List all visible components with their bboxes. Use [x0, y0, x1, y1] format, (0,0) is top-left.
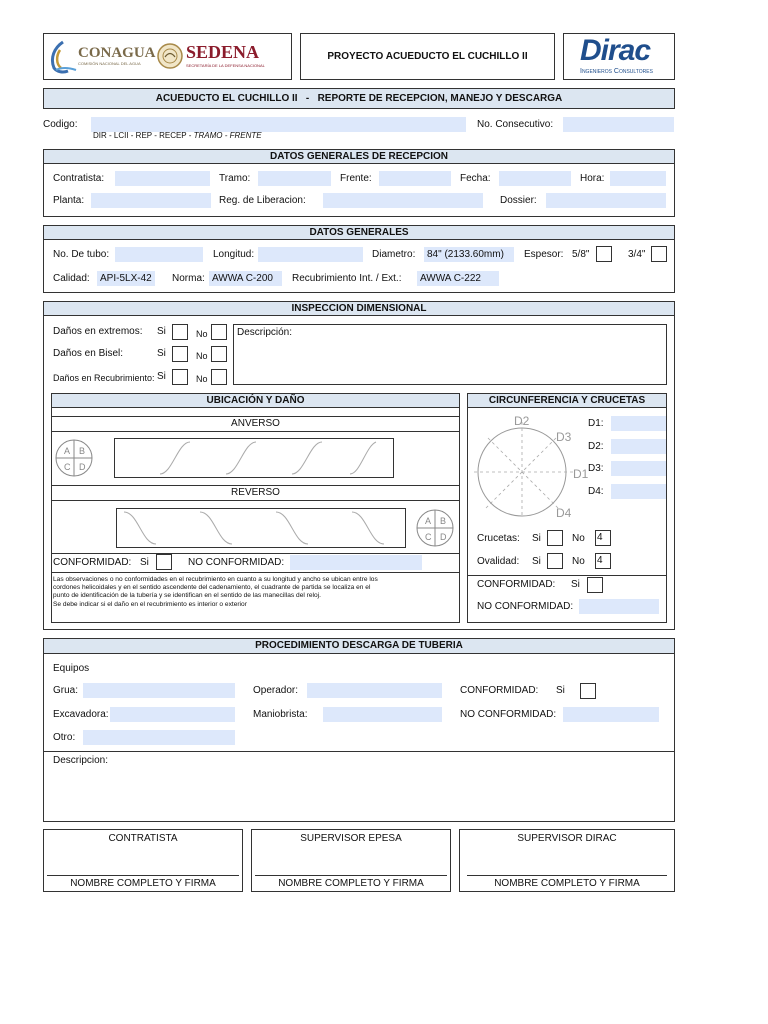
- reverso-quad-b: B: [440, 516, 447, 526]
- circunferencia-no-conformidad-label: NO CONFORMIDAD:: [477, 601, 574, 612]
- espesor-option-5-8: 5/8": [572, 249, 590, 260]
- firma-epesa-line: [255, 875, 447, 876]
- consecutivo-field[interactable]: [563, 117, 674, 132]
- longitud-label: Longitud:: [213, 249, 255, 260]
- calidad-field[interactable]: API-5LX-42: [97, 271, 155, 286]
- firma-contratista-signature-area[interactable]: [47, 848, 239, 874]
- planta-label: Planta:: [53, 195, 85, 206]
- descarga-divider: [43, 751, 675, 752]
- conagua-subtitle: COMISIÓN NACIONAL DEL AGUA: [78, 61, 141, 66]
- ovalidad-label: Ovalidad:: [477, 556, 520, 567]
- reverso-label: REVERSO: [51, 485, 460, 501]
- conagua-logo-icon: [48, 40, 78, 74]
- operador-field[interactable]: [307, 683, 442, 698]
- sedena-name: SEDENA: [186, 42, 260, 62]
- project-title-box: [300, 33, 555, 80]
- d1-label: D1:: [588, 418, 604, 429]
- equipos-label: Equipos: [53, 663, 90, 674]
- reverso-quadrant-icon: [414, 508, 456, 548]
- danos-bisel-no-label: No: [196, 351, 208, 361]
- anverso-pipe-diagram: [114, 438, 394, 478]
- ovalidad-si-checkbox[interactable]: [547, 553, 563, 569]
- espesor-3-4-checkbox[interactable]: [651, 246, 667, 262]
- diagram-d3: D3: [556, 430, 572, 444]
- planta-field[interactable]: [91, 193, 211, 208]
- d3-label: D3:: [588, 463, 604, 474]
- firma-contratista-caption: NOMBRE COMPLETO Y FIRMA: [70, 878, 216, 889]
- dirac-logo: Dirac: [580, 34, 651, 67]
- danos-extremos-no-label: No: [196, 329, 208, 339]
- frente-field[interactable]: [379, 171, 451, 186]
- otro-field[interactable]: [83, 730, 235, 745]
- hora-field[interactable]: [610, 171, 666, 186]
- ubicacion-no-conformidad-label: NO CONFORMIDAD:: [188, 557, 285, 568]
- firma-epesa-title: SUPERVISOR EPESA: [300, 833, 402, 844]
- longitud-field[interactable]: [258, 247, 363, 262]
- danos-recubrimiento-si-checkbox[interactable]: [172, 369, 188, 385]
- ovalidad-no-checkbox[interactable]: 4: [595, 553, 611, 569]
- reverso-quad-a: A: [425, 516, 432, 526]
- ovalidad-si-label: Si: [532, 556, 541, 567]
- danos-bisel-si-label: Si: [157, 348, 166, 359]
- ubicacion-note-divider: [51, 572, 460, 573]
- ubicacion-note: [53, 576, 458, 609]
- diametro-label: Diametro:: [372, 249, 416, 260]
- firma-epesa-signature-area[interactable]: [255, 848, 447, 874]
- norma-label: Norma:: [172, 273, 205, 284]
- diametro-field[interactable]: 84" (2133.60mm): [424, 247, 514, 262]
- reverso-pipe-diagram: [116, 508, 406, 548]
- project-title: PROYECTO ACUEDUCTO EL CUCHILLO II: [327, 51, 528, 62]
- firma-dirac-line: [467, 875, 667, 876]
- firma-epesa-box: [251, 829, 451, 892]
- espesor-label: Espesor:: [524, 249, 564, 260]
- crucetas-si-checkbox[interactable]: [547, 530, 563, 546]
- dirac-subtitle: Ingenieros Consultores: [580, 68, 653, 75]
- anverso-quadrant-icon: [53, 438, 95, 478]
- grua-label: Grua:: [53, 685, 79, 696]
- circunferencia-conformidad-label: CONFORMIDAD:: [477, 579, 556, 590]
- note-line-1: Las observaciones o no conformidades en el recubrimiento en cuanto a su longitud y ancho se ubican entre los: [53, 576, 378, 583]
- no-tubo-field[interactable]: [115, 247, 203, 262]
- firma-dirac-title: SUPERVISOR DIRAC: [517, 833, 617, 844]
- descarga-no-conformidad-field[interactable]: [563, 707, 659, 722]
- ubicacion-no-conformidad-field[interactable]: [290, 555, 422, 570]
- firma-contratista-title: CONTRATISTA: [108, 833, 178, 844]
- ubicacion-conformidad-si-label: Si: [140, 557, 149, 568]
- firma-dirac-caption: NOMBRE COMPLETO Y FIRMA: [494, 878, 640, 889]
- ubicacion-conformidad-label: CONFORMIDAD:: [53, 557, 132, 568]
- codigo-label: Codigo:: [43, 119, 78, 130]
- reg-liberacion-label: Reg. de Liberacion:: [219, 195, 306, 206]
- espesor-5-8-checkbox[interactable]: [596, 246, 612, 262]
- operador-label: Operador:: [253, 685, 299, 696]
- reverso-quad-d: D: [440, 532, 447, 542]
- circunferencia-title: CIRCUNFERENCIA Y CRUCETAS: [467, 393, 667, 408]
- no-tubo-label: No. De tubo:: [53, 249, 110, 260]
- anverso-quad-d: D: [79, 462, 86, 472]
- descarga-no-conformidad-label: NO CONFORMIDAD:: [460, 709, 557, 720]
- sedena-subtitle: SECRETARÍA DE LA DEFENSA NACIONAL: [186, 63, 265, 68]
- firma-dirac-signature-area[interactable]: [467, 848, 667, 874]
- d2-field[interactable]: [611, 439, 666, 454]
- d3-field[interactable]: [611, 461, 666, 476]
- d4-label: D4:: [588, 486, 604, 497]
- anverso-quad-a: A: [64, 446, 71, 456]
- reverso-quad-c: C: [425, 532, 432, 542]
- codigo-field[interactable]: [91, 117, 466, 132]
- maniobrista-label: Maniobrista:: [253, 709, 308, 720]
- tramo-field[interactable]: [258, 171, 331, 186]
- generales-title: DATOS GENERALES: [43, 225, 675, 240]
- conagua-name: CONAGUA: [78, 45, 156, 61]
- espesor-option-3-4: 3/4": [628, 249, 646, 260]
- crucetas-no-checkbox[interactable]: 4: [595, 530, 611, 546]
- codigo-format-italic: TRAMO - FRENTE: [193, 131, 262, 140]
- d1-field[interactable]: [611, 416, 666, 431]
- crucetas-si-label: Si: [532, 533, 541, 544]
- circunferencia-no-conformidad-field[interactable]: [579, 599, 659, 614]
- crucetas-no-label: No: [572, 533, 585, 544]
- excavadora-label: Excavadora:: [53, 709, 109, 720]
- logo-box-left: [43, 33, 292, 80]
- inspeccion-title: INSPECCION DIMENSIONAL: [43, 301, 675, 316]
- descarga-conformidad-si-checkbox[interactable]: [580, 683, 596, 699]
- reg-liberacion-field[interactable]: [323, 193, 483, 208]
- norma-field[interactable]: AWWA C-200: [209, 271, 282, 286]
- descarga-title: PROCEDIMIENTO DESCARGA DE TUBERIA: [43, 638, 675, 654]
- anverso-label: ANVERSO: [51, 416, 460, 432]
- danos-recubrimiento-no-label: No: [196, 374, 208, 384]
- firma-contratista-line: [47, 875, 239, 876]
- danos-recubrimiento-no-checkbox[interactable]: [211, 369, 227, 385]
- grua-field[interactable]: [83, 683, 235, 698]
- dossier-field[interactable]: [546, 193, 666, 208]
- danos-extremos-no-checkbox[interactable]: [211, 324, 227, 340]
- contratista-field[interactable]: [115, 171, 210, 186]
- d4-field[interactable]: [611, 484, 666, 499]
- danos-bisel-si-checkbox[interactable]: [172, 346, 188, 362]
- anverso-quad-c: C: [64, 462, 71, 472]
- otro-label: Otro:: [53, 732, 76, 743]
- circunferencia-conformidad-si-label: Si: [571, 579, 580, 590]
- excavadora-field[interactable]: [110, 707, 235, 722]
- danos-recubrimiento-si-label: Si: [157, 371, 166, 382]
- note-line-2: cordones helicoidales y en el sentido ascendente del cadenamiento, el cuadrante de partida se localiza en el: [53, 584, 371, 592]
- recubrimiento-field[interactable]: AWWA C-222: [417, 271, 499, 286]
- dossier-label: Dossier:: [500, 195, 537, 206]
- danos-extremos-si-label: Si: [157, 326, 166, 337]
- danos-recubrimiento-label: Daños en Recubrimiento:: [53, 373, 155, 383]
- firma-epesa-caption: NOMBRE COMPLETO Y FIRMA: [278, 878, 424, 889]
- circunferencia-diagram: [470, 412, 590, 520]
- descarga-descripcion-area[interactable]: [44, 768, 674, 821]
- ubicacion-conformidad-si-checkbox[interactable]: [156, 554, 172, 570]
- danos-extremos-label: Daños en extremos:: [53, 326, 143, 337]
- tramo-label: Tramo:: [219, 173, 251, 184]
- codigo-format: [93, 131, 262, 140]
- crucetas-label: Crucetas:: [477, 533, 520, 544]
- recepcion-title: DATOS GENERALES DE RECEPCION: [43, 149, 675, 164]
- firma-contratista-box: [43, 829, 243, 892]
- diagram-d1: D1: [573, 467, 589, 481]
- fecha-label: Fecha:: [460, 173, 491, 184]
- ovalidad-no-label: No: [572, 556, 585, 567]
- danos-extremos-si-checkbox[interactable]: [172, 324, 188, 340]
- contratista-label: Contratista:: [53, 173, 105, 184]
- descripcion-label: Descripción:: [237, 327, 293, 338]
- dirac-logo-box: [563, 33, 675, 80]
- danos-bisel-label: Daños en Bisel:: [53, 348, 124, 359]
- codigo-format-text: DIR - LCII - REP - RECEP -: [93, 131, 194, 140]
- recubrimiento-label: Recubrimiento Int. / Ext.:: [292, 273, 402, 284]
- calidad-label: Calidad:: [53, 273, 90, 284]
- maniobrista-field[interactable]: [323, 707, 442, 722]
- diagram-d4: D4: [556, 506, 572, 520]
- danos-bisel-no-checkbox[interactable]: [211, 346, 227, 362]
- note-line-4: Se debe indicar si el daño en el recubrimiento es interior o exterior: [53, 600, 247, 608]
- anverso-quad-b: B: [79, 446, 86, 456]
- frente-label: Frente:: [340, 173, 372, 184]
- fecha-field[interactable]: [499, 171, 571, 186]
- consecutivo-label: No. Consecutivo:: [477, 119, 554, 130]
- firma-dirac-box: [459, 829, 675, 892]
- circunferencia-divider: [467, 575, 667, 576]
- mexico-seal-icon: [156, 42, 184, 70]
- hora-label: Hora:: [580, 173, 605, 184]
- descarga-descripcion-label: Descripcion:: [53, 755, 109, 766]
- descarga-conformidad-si-label: Si: [556, 685, 565, 696]
- report-title: ACUEDUCTO EL CUCHILLO II - REPORTE DE RECEPCION, MANEJO Y DESCARGA: [43, 88, 675, 109]
- note-line-3: punto de identificación de la tubería y se identifican en el sentido de las manecillas del reloj.: [53, 592, 321, 600]
- descarga-conformidad-label: CONFORMIDAD:: [460, 685, 539, 696]
- d2-label: D2:: [588, 441, 604, 452]
- descripcion-box[interactable]: [233, 324, 667, 385]
- circunferencia-conformidad-si-checkbox[interactable]: [587, 577, 603, 593]
- ubicacion-title: UBICACIÓN Y DAÑO: [51, 393, 460, 408]
- ubicacion-conformidad-divider: [51, 553, 460, 554]
- diagram-d2: D2: [514, 414, 530, 428]
